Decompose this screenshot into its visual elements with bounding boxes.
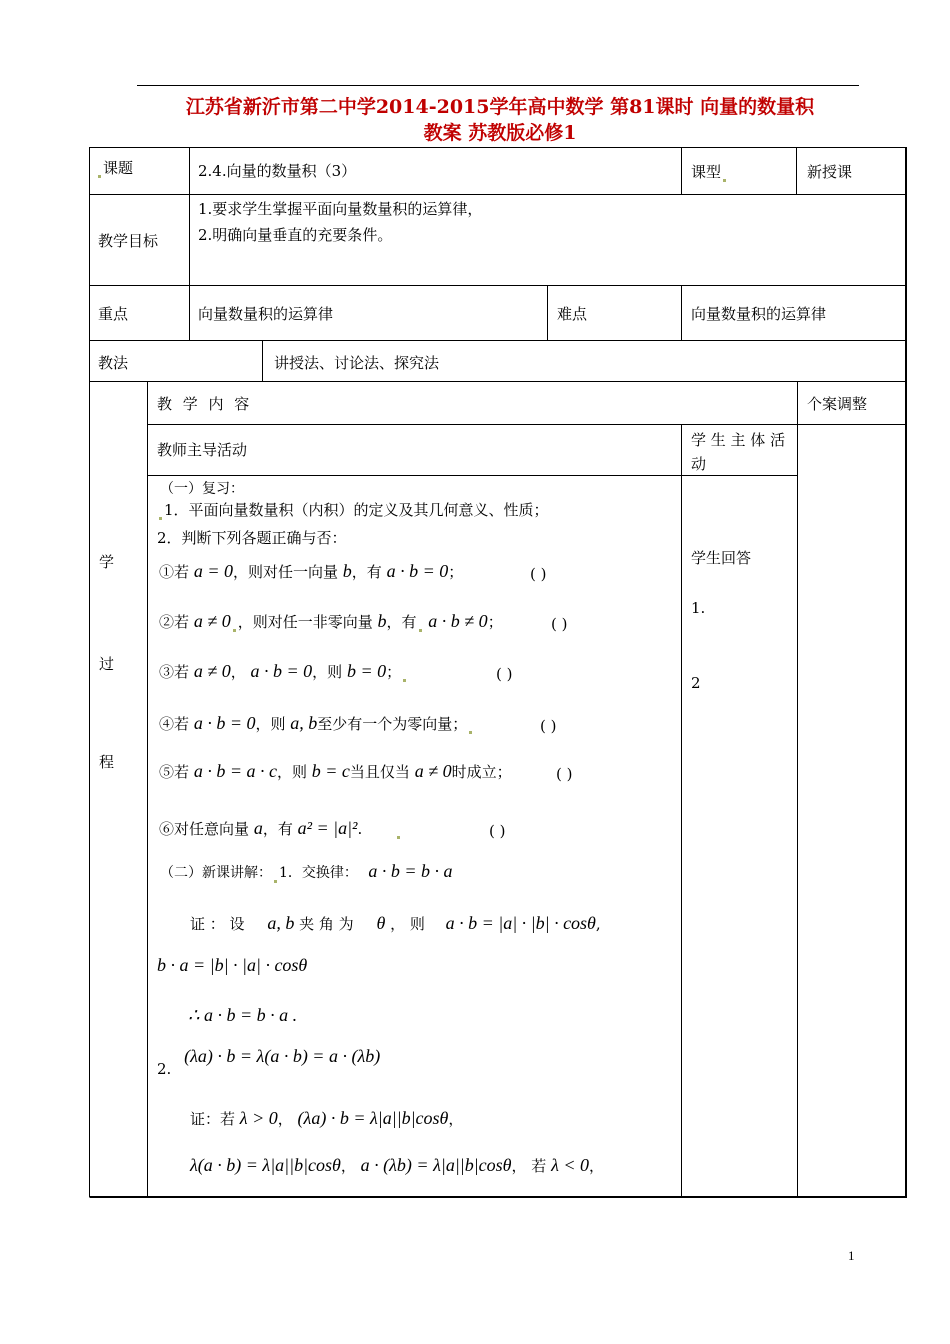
proof-1-line1: 证 ： 设 a, b 夹 角 为 θ ， 则 a · b = |a| · |b| · cosθ,	[190, 913, 601, 933]
kexing-value: 新授课	[807, 163, 853, 181]
page-number: 1	[848, 1248, 855, 1263]
document-title-line2: 教案 苏教版必修1	[423, 122, 577, 144]
question-2-answer[interactable]: ( )	[551, 615, 568, 633]
goals-label: 教学目标	[98, 232, 159, 250]
question-5-answer[interactable]: ( )	[556, 765, 573, 783]
process-side-char-3: 程	[99, 753, 115, 771]
goals-line1: 1.要求学生掌握平面向量数量积的运算律，	[198, 200, 483, 218]
method-label: 教法	[98, 354, 129, 372]
nandian-label: 难点	[557, 305, 588, 323]
adjust-header: 个案调整	[807, 395, 868, 413]
student-answer-2: 2	[691, 674, 701, 692]
zhongdian-label: 重点	[98, 305, 129, 323]
question-1-answer[interactable]: ( )	[530, 565, 547, 583]
proof-2-line2: λ(a · b) = λ|a||b|cosθ， a · (λb) = λ|a||b|cosθ， 若 λ < 0，	[190, 1155, 605, 1175]
method-value: 讲授法、讨论法、探究法	[274, 354, 440, 372]
content-header: 教 学 内 容	[157, 395, 253, 413]
student-answer-1: 1.	[691, 599, 706, 617]
document-title-line1: 江苏省新沂市第二中学2014-2015学年高中数学 第81课时 向量的数量积	[185, 96, 815, 118]
nandian-value: 向量数量积的运算律	[691, 305, 827, 323]
keti-label: 课题	[96, 158, 133, 178]
review-item-2: 2．判断下列各题正确与否：	[157, 529, 347, 547]
question-6-answer[interactable]: ( )	[489, 822, 506, 840]
process-side-char-2: 过	[99, 655, 115, 673]
question-5: ⑤若 a · b = a · c，则 b = c当且仅当 a ≠ 0时成立；	[159, 761, 512, 781]
student-header: 学 生 主 体 活 动	[691, 431, 786, 473]
review-heading: （一）复习：	[160, 481, 244, 497]
teacher-header: 教师主导活动	[157, 441, 248, 459]
goals-line2: 2.明确向量垂直的充要条件。	[198, 226, 393, 244]
proof-2-line1: 证：若 λ > 0， (λa) · b = λ|a||b|cosθ，	[190, 1108, 464, 1128]
zhongdian-value: 向量数量积的运算律	[198, 305, 334, 323]
proof-1-line2: b · a = |b| · |a| · cosθ	[157, 955, 308, 975]
question-6: ⑥对任意向量 a，有 a² = |a|².	[159, 818, 402, 839]
keti-value: 2.4.向量的数量积（3）	[198, 162, 357, 180]
question-4: ④若 a · b = 0，则 a, b至少有一个为零向量；	[159, 713, 474, 734]
question-3: ③若 a ≠ 0， a · b = 0，则 b = 0；	[159, 661, 408, 682]
kexing-label: 课型	[691, 162, 728, 182]
new-lesson: （二）新课讲解： 1．交换律： a · b = b · a	[160, 861, 453, 881]
proof-1-conclusion: ∴ a · b = b · a .	[188, 1005, 298, 1025]
review-item-1: 1．平面向量数量积（内积）的定义及其几何意义、性质；	[157, 500, 549, 520]
process-side-char-1: 学	[99, 553, 115, 571]
question-4-answer[interactable]: ( )	[540, 717, 557, 735]
student-answer-label: 学生回答	[691, 549, 752, 567]
question-2: ②若 a ≠ 0 ，则对任一非零向量 b，有 a · b ≠ 0；	[159, 611, 503, 631]
question-1: ①若 a = 0，则对任一向量 b，有 a · b = 0；	[159, 561, 464, 581]
law-2: 2. (λa) · b = λ(a · b) = a · (λb)	[157, 1046, 381, 1078]
question-3-answer[interactable]: ( )	[496, 665, 513, 683]
